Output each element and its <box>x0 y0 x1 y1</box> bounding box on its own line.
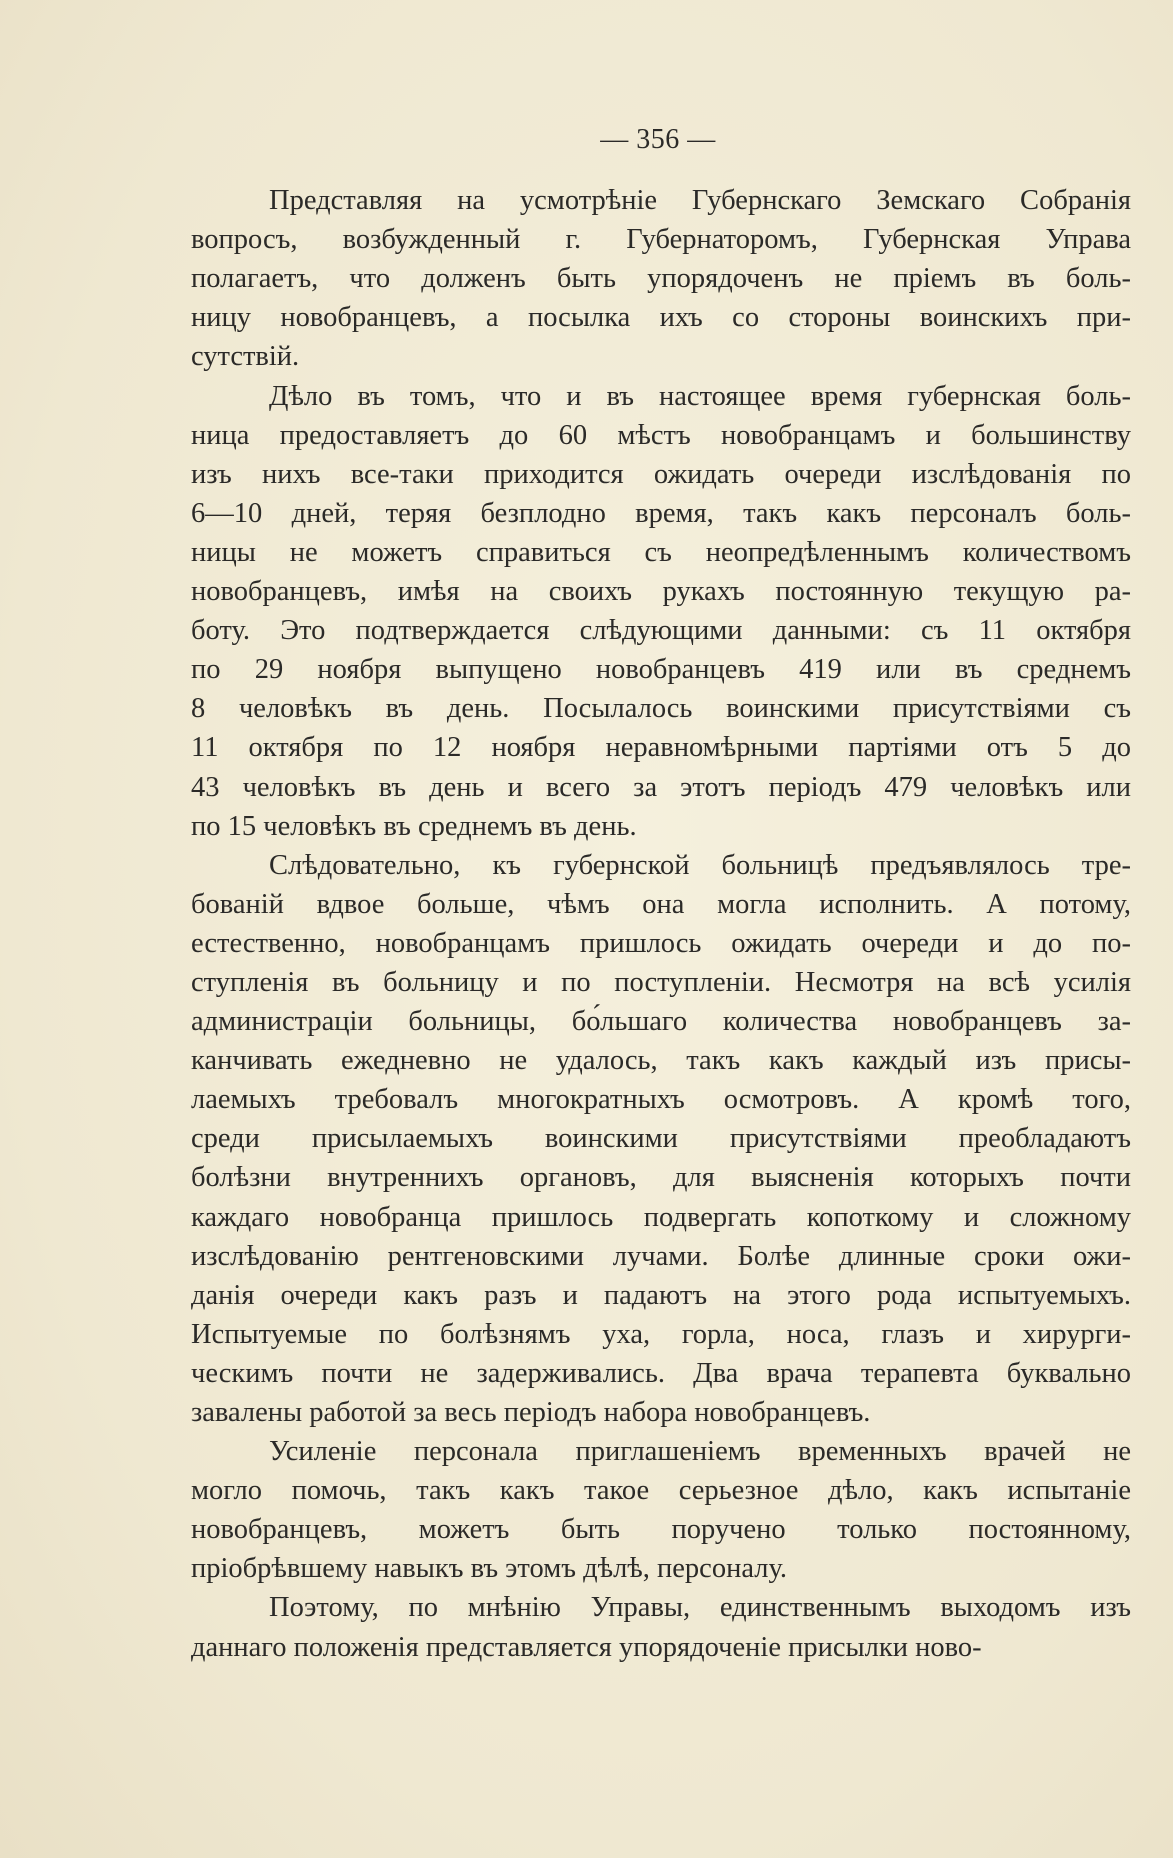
text-line: новобранцевъ, можетъ быть поручено только постоянному, <box>191 1514 1131 1546</box>
text-line: по 15 человѣкъ въ среднемъ въ день. <box>191 810 637 842</box>
text-line: Дѣло въ томъ, что и въ настоящее время губернская боль- <box>269 380 1131 412</box>
text-line: бованій вдвое больше, чѣмъ она могла исполнить. А потому, <box>191 888 1131 920</box>
text-line: ческимъ почти не задерживались. Два врача терапевта буквально <box>191 1357 1131 1389</box>
text-line: Поэтому, по мнѣнію Управы, единственнымъ выходомъ изъ <box>269 1592 1131 1624</box>
text-line: 43 человѣкъ въ день и всего за этотъ періодъ 479 человѣкъ или <box>191 771 1131 803</box>
paragraph <box>191 377 1131 846</box>
text-line: лаемыхъ требовалъ многократныхъ осмотровъ. А кромѣ того, <box>191 1084 1131 1116</box>
text-line: ступленія въ больницу и по поступленіи. Несмотря на всѣ усилія <box>191 966 1131 998</box>
text-line: даннаго положенія представляется упорядоченіе присылки ново- <box>191 1631 982 1663</box>
text-line: естественно, новобранцамъ пришлось ожидать очереди и до по- <box>191 927 1131 959</box>
page-number: — 356 — <box>600 124 716 155</box>
text-line: данія очереди какъ разъ и падаютъ на этого рода испытуемыхъ. <box>191 1279 1131 1311</box>
paragraph <box>191 1588 1131 1666</box>
text-line: изслѣдованію рентгеновскими лучами. Болѣе длинные сроки ожи- <box>191 1240 1131 1272</box>
text-line: ницу новобранцевъ, а посылка ихъ со стороны воинскихъ при- <box>191 302 1131 334</box>
text-line: Слѣдовательно, къ губернской больницѣ предъявлялось тре- <box>269 849 1131 881</box>
text-line: 11 октября по 12 ноября неравномѣрными партіями отъ 5 до <box>191 732 1131 764</box>
text-line: по 29 ноября выпущено новобранцевъ 419 или въ среднемъ <box>191 654 1131 686</box>
text-line: боту. Это подтверждается слѣдующими данными: съ 11 октября <box>191 615 1131 647</box>
text-line: 8 человѣкъ въ день. Посылалось воинскими присутствіями съ <box>191 693 1131 725</box>
text-line: завалены работой за весь періодъ набора новобранцевъ. <box>191 1397 871 1428</box>
text-line: Испытуемые по болѣзнямъ уха, горла, носа, глазъ и хирурги- <box>191 1318 1131 1350</box>
paragraph <box>191 1432 1131 1588</box>
text-line: среди присылаемыхъ воинскими присутствіями преобладаютъ <box>191 1123 1131 1155</box>
text-line: вопросъ, возбужденный г. Губернаторомъ, Губернская Управа <box>191 224 1131 256</box>
text-line: могло помочь, такъ какъ такое серьезное дѣло, какъ испытаніе <box>191 1475 1131 1507</box>
text-line: администраціи больницы, бо́льшаго количества новобранцевъ за- <box>191 1006 1131 1038</box>
text-line: новобранцевъ, имѣя на своихъ рукахъ постоянную текущую ра- <box>191 576 1131 608</box>
text-line: 6—10 дней, теряя безплодно время, такъ какъ персоналъ боль- <box>191 497 1131 529</box>
text-line: ница предоставляетъ до 60 мѣстъ новобранцамъ и большинству <box>191 419 1131 451</box>
text-line: каждаго новобранца пришлось подвергать копоткому и сложному <box>191 1201 1131 1233</box>
text-line: ницы не можетъ справиться съ неопредѣленнымъ количествомъ <box>191 536 1131 568</box>
text-line: полагаетъ, что долженъ быть упорядоченъ не пріемъ въ боль- <box>191 263 1131 295</box>
text-line: Представляя на усмотрѣніе Губернскаго Земскаго Собранія <box>269 185 1131 217</box>
text-line: изъ нихъ все-таки приходится ожидать очереди изслѣдованія по <box>191 458 1131 490</box>
text-line: Усиленіе персонала приглашеніемъ временныхъ врачей не <box>269 1436 1131 1468</box>
text-line: сутствій. <box>191 341 300 373</box>
body-text <box>191 181 1131 1667</box>
text-line: канчивать ежедневно не удалось, такъ какъ каждый изъ присы- <box>191 1045 1131 1077</box>
paragraph <box>191 181 1131 376</box>
paragraph <box>191 846 1131 1432</box>
text-line: болѣзни внутреннихъ органовъ, для выясненія которыхъ почти <box>191 1162 1131 1194</box>
text-line: пріобрѣвшему навыкъ въ этомъ дѣлѣ, персоналу. <box>191 1553 787 1585</box>
page-text <box>191 120 1131 1667</box>
